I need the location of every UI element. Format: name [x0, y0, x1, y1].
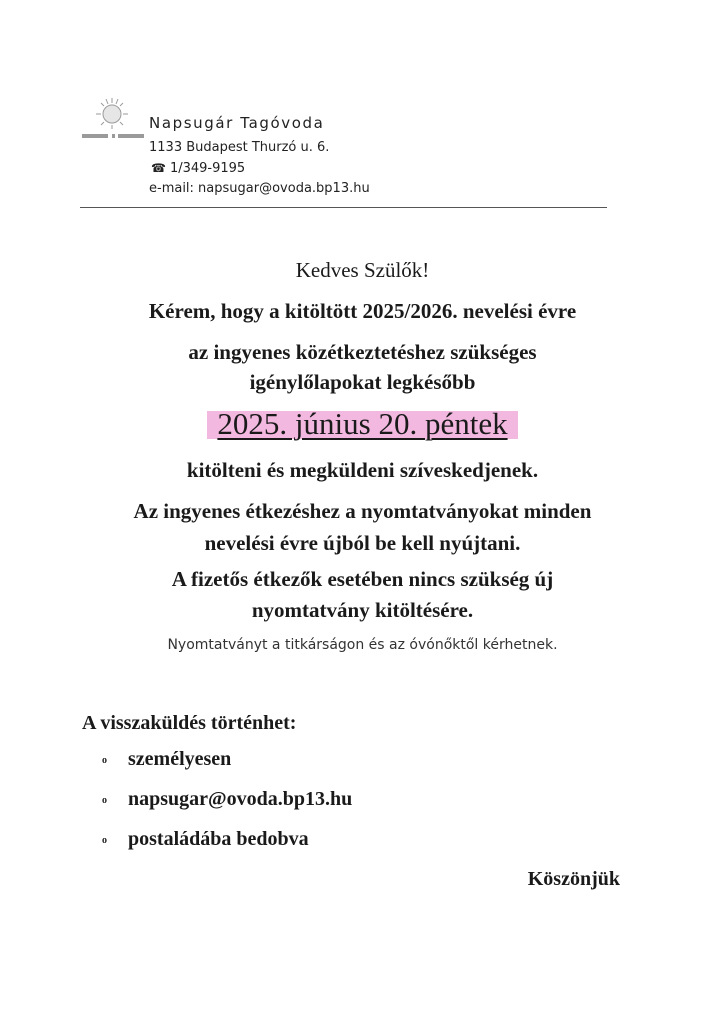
body-line-7: A fizetős étkezők esetében nincs szükség új	[171, 567, 554, 591]
school-header	[149, 114, 370, 199]
return-method-label: postaládába bedobva	[128, 828, 309, 850]
bullet-icon: o	[102, 835, 107, 846]
school-phone: 1/349-9195	[169, 161, 246, 176]
school-email: e-mail: napsugar@ovoda.bp13.hu	[149, 181, 370, 196]
deadline-date: 2025. június 20. péntek	[207, 404, 517, 442]
return-method-label: személyesen	[128, 748, 232, 770]
header-divider	[80, 207, 607, 208]
closing-thanks: Köszönjük	[527, 868, 620, 890]
list-item	[102, 748, 352, 788]
body-line-4: kitölteni és megküldeni szíveskedjenek.	[186, 458, 539, 482]
body-line-3: igénylőlapokat legkésőbb	[249, 370, 476, 394]
body-line-5: Az ingyenes étkezéshez a nyomtatványokat minden	[133, 499, 592, 523]
deadline-wrap	[0, 404, 725, 442]
form-availability-note: Nyomtatványt a titkárságon és az óvónőktől kérhetnek.	[167, 637, 558, 653]
list-item	[102, 828, 352, 868]
sun-logo-icon	[80, 94, 150, 150]
school-phone-line	[149, 158, 370, 179]
school-address: 1133 Budapest Thurzó u. 6.	[149, 140, 330, 155]
return-methods-list	[102, 748, 352, 868]
greeting: Kedves Szülők!	[295, 258, 430, 282]
return-method-label: napsugar@ovoda.bp13.hu	[128, 788, 353, 810]
body-line-1: Kérem, hogy a kitöltött 2025/2026. nevelési évre	[148, 299, 577, 323]
body-line-2: az ingyenes közétkeztetéshez szükséges	[188, 340, 537, 364]
school-name: Napsugár Tagóvoda	[149, 114, 325, 132]
telephone-icon: ☎	[151, 161, 166, 175]
body-line-6: nevelési évre újból be kell nyújtani.	[204, 531, 521, 555]
bullet-icon: o	[102, 755, 107, 766]
bullet-icon: o	[102, 795, 107, 806]
list-item	[102, 788, 352, 828]
return-methods-title: A visszaküldés történhet:	[82, 712, 297, 734]
body-line-8: nyomtatvány kitöltésére.	[251, 598, 474, 622]
